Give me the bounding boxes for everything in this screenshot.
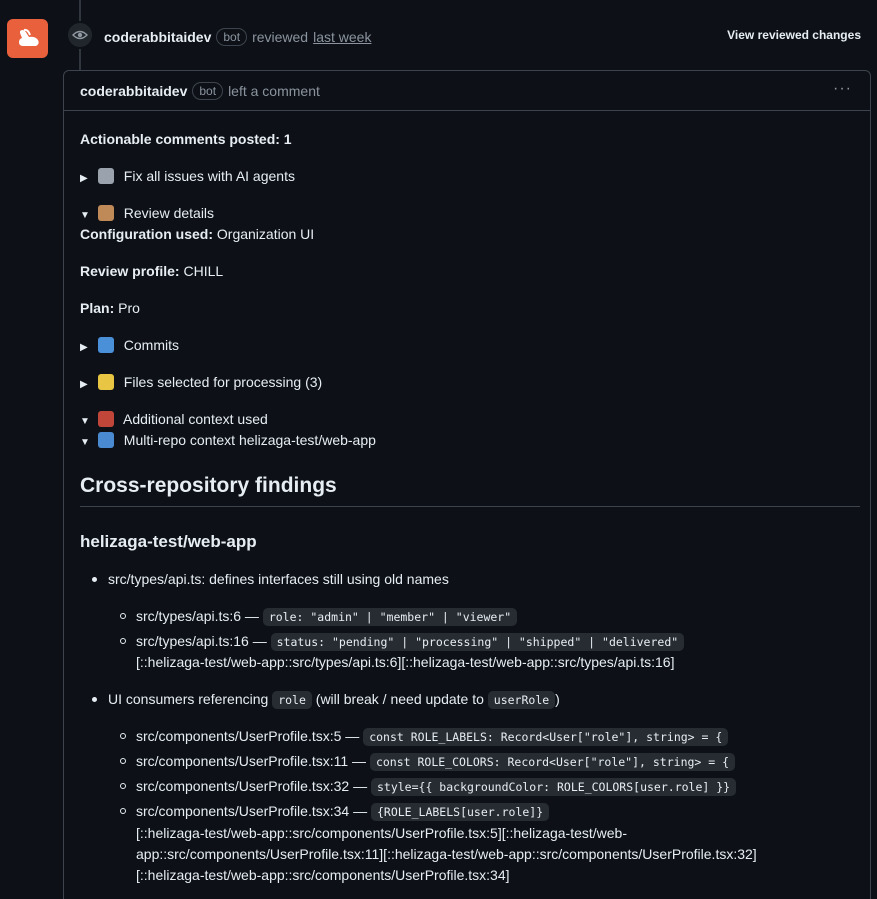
file-ref: src/components/UserProfile.tsx:32 — [136, 778, 368, 794]
comment-action: left a comment [228, 82, 320, 99]
reference-links: [::helizaga-test/web-app::src/components/UserProfile.tsx:5][::helizaga-test/web- [136, 825, 627, 841]
review-header [104, 27, 371, 47]
reference-links: app::src/components/UserProfile.tsx:11][::helizaga-test/web-app::src/components/UserProfile.tsx:32] [136, 846, 757, 862]
repo-heading: helizaga-test/web-app [80, 532, 257, 551]
rabbit-icon [15, 28, 41, 50]
inbox-tray-icon [98, 337, 114, 353]
list-item [136, 606, 517, 628]
configuration-line [80, 224, 314, 245]
inline-code: userRole [488, 691, 555, 709]
item-text: UI consumers referencing [108, 691, 269, 707]
triangle-down-icon: ▼ [80, 437, 90, 448]
triangle-right-icon: ▶ [80, 342, 88, 353]
profile-label: Review profile: [80, 263, 180, 279]
sub-bullet [120, 638, 126, 644]
bullet [92, 697, 97, 702]
divider [80, 506, 860, 507]
bot-badge: bot [216, 28, 247, 46]
actionable-count: Actionable comments posted: 1 [80, 131, 292, 147]
config-value: Organization UI [213, 226, 315, 242]
list-item [136, 801, 549, 823]
list-item [136, 726, 728, 748]
details-commits[interactable] [80, 335, 179, 358]
shuffle-icon [98, 432, 114, 448]
list-item [136, 751, 735, 773]
comment-author[interactable]: coderabbitaidev [80, 82, 188, 99]
details-summary: Review details [123, 205, 215, 221]
inline-code: style={{ backgroundColor: ROLE_COLORS[user.role] }} [371, 778, 736, 796]
plan-value: Pro [114, 300, 140, 316]
details-summary: Multi-repo context helizaga-test/web-app [123, 432, 376, 448]
list-item [136, 631, 684, 653]
scroll-icon [98, 205, 114, 221]
triangle-down-icon: ▼ [80, 416, 90, 427]
sub-bullet [120, 808, 126, 814]
inline-code: role [272, 691, 312, 709]
inline-code: role: "admin" | "member" | "viewer" [263, 608, 517, 626]
details-summary: Commits [123, 337, 180, 353]
review-action: reviewed [252, 29, 309, 45]
comment-box [63, 70, 871, 899]
plan-label: Plan: [80, 300, 115, 316]
details-files-selected[interactable] [80, 372, 322, 395]
details-summary: Additional context used [123, 411, 268, 427]
details-fix-ai[interactable] [80, 166, 295, 189]
list-item: src/types/api.ts: defines interfaces still using old names [108, 571, 449, 587]
robot-icon [98, 168, 114, 184]
triangle-down-icon: ▼ [80, 210, 90, 221]
reference-links: [::helizaga-test/web-app::src/components/UserProfile.tsx:34] [136, 867, 510, 883]
comment-header [64, 71, 870, 111]
eye-icon [66, 21, 94, 49]
toolbox-icon [98, 411, 114, 427]
bot-badge: bot [192, 82, 223, 100]
kebab-menu-icon[interactable]: ··· [833, 80, 852, 97]
review-profile-line [80, 261, 223, 282]
inline-code: const ROLE_LABELS: Record<User["role"], string> = { [363, 728, 728, 746]
file-ref: src/types/api.ts:6 — [136, 608, 259, 624]
review-author[interactable]: coderabbitaidev [104, 29, 212, 45]
review-time-link[interactable]: last week [313, 29, 372, 45]
inline-code: const ROLE_COLORS: Record<User["role"], string> = { [370, 753, 735, 771]
ledger-icon [98, 374, 114, 390]
item-text: ) [555, 691, 560, 707]
sub-bullet [120, 783, 126, 789]
bullet [92, 577, 97, 582]
file-ref: src/components/UserProfile.tsx:11 — [136, 753, 367, 769]
item-text: (will break / need update to [315, 691, 484, 707]
details-summary: Fix all issues with AI agents [123, 168, 295, 184]
details-summary: Files selected for processing (3) [123, 374, 323, 390]
sub-bullet [120, 733, 126, 739]
inline-code: status: "pending" | "processing" | "shipped" | "delivered" [271, 633, 685, 651]
file-ref: src/types/api.ts:16 — [136, 633, 267, 649]
details-multi-repo[interactable] [80, 430, 376, 453]
details-additional-context[interactable] [80, 409, 268, 432]
list-item [108, 689, 560, 711]
inline-code: {ROLE_LABELS[user.role]} [371, 803, 549, 821]
triangle-right-icon: ▶ [80, 379, 88, 390]
reference-links: [::helizaga-test/web-app::src/types/api.ts:6][::helizaga-test/web-app::src/types/api.ts:16] [136, 654, 675, 670]
cross-repo-heading: Cross-repository findings [80, 474, 337, 497]
plan-line [80, 298, 140, 319]
config-label: Configuration used: [80, 226, 213, 242]
view-reviewed-changes-link[interactable]: View reviewed changes [727, 28, 861, 42]
file-ref: src/components/UserProfile.tsx:5 — [136, 728, 360, 744]
file-ref: src/components/UserProfile.tsx:34 — [136, 803, 368, 819]
sub-bullet [120, 613, 126, 619]
details-review-details[interactable] [80, 203, 214, 226]
list-item [136, 776, 736, 798]
avatar[interactable] [7, 19, 48, 58]
triangle-right-icon: ▶ [80, 173, 88, 184]
sub-bullet [120, 758, 126, 764]
profile-value: CHILL [179, 263, 224, 279]
